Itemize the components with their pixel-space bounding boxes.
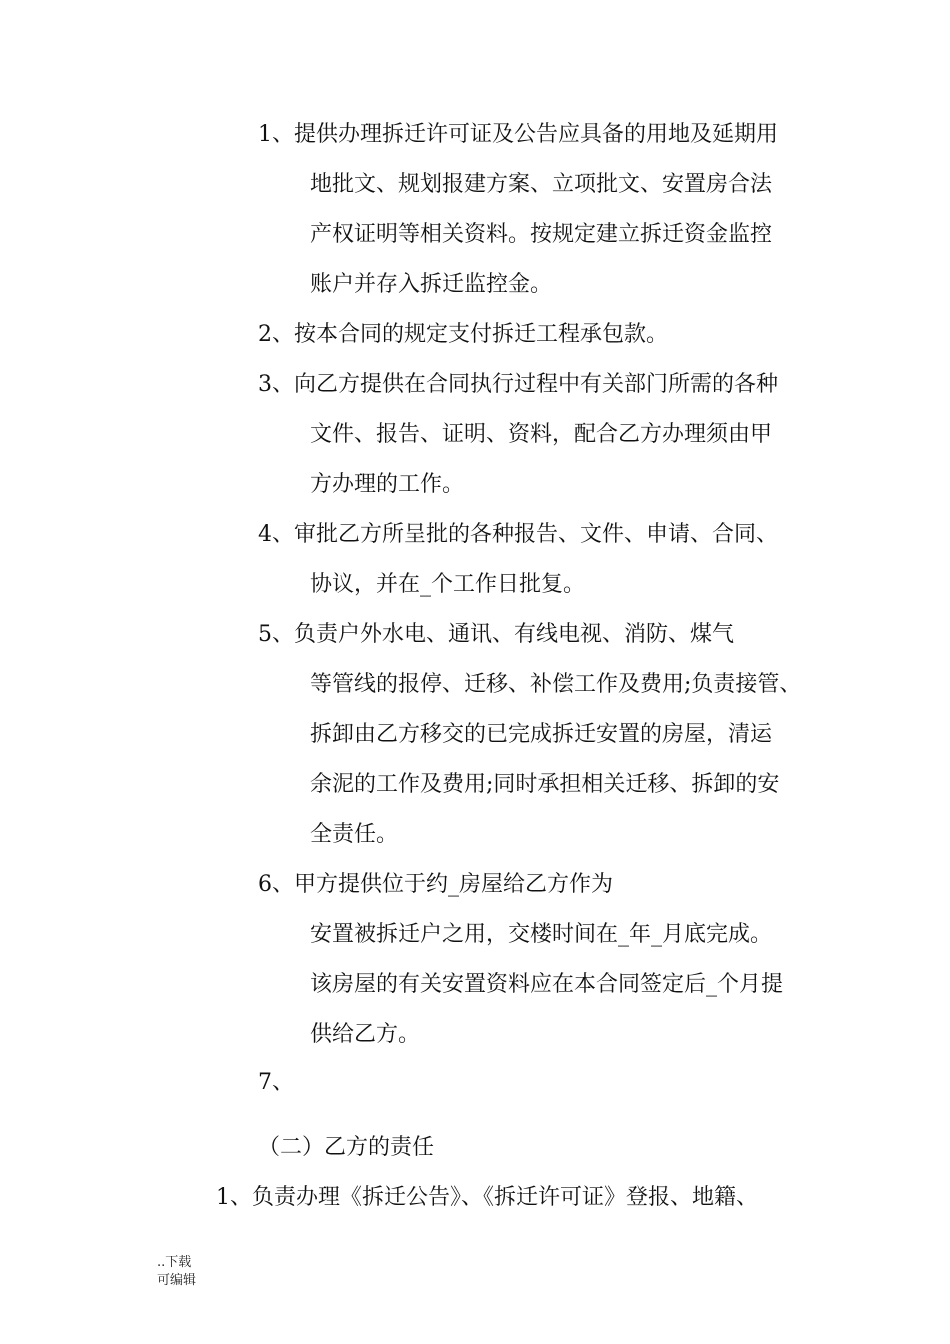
page-footer — [157, 1254, 196, 1290]
item-3-line-3: 方办理的工作。 — [310, 472, 465, 497]
item-3-line-1: 3、向乙方提供在合同执行过程中有关部门所需的各种 — [258, 372, 778, 397]
item-1-line-1: 1、提供办理拆迁许可证及公告应具备的用地及延期用 — [258, 122, 778, 147]
section-first-line: 1、负责办理《拆迁公告》、《拆迁许可证》登报、地籍、 — [216, 1185, 758, 1210]
item-5-line-4: 余泥的工作及费用;同时承担相关迁移、拆卸的安 — [310, 772, 780, 797]
item-6-line-4: 供给乙方。 — [310, 1022, 421, 1047]
item-1-line-4: 账户并存入拆迁监控金。 — [310, 272, 553, 297]
item-1-line-2: 地批文、规划报建方案、立项批文、安置房合法 — [310, 172, 773, 197]
footer-editable-text: 可编辑 — [157, 1273, 197, 1288]
item-2-line-1: 2、按本合同的规定支付拆迁工程承包款。 — [258, 322, 668, 347]
item-6-line-3: 该房屋的有关安置资料应在本合同签定后_个月提 — [310, 972, 784, 997]
item-5-line-5: 全责任。 — [310, 822, 399, 847]
item-4-line-2: 协议，并在_个工作日批复。 — [310, 572, 586, 597]
item-4-line-1: 4、审批乙方所呈批的各种报告、文件、申请、合同、 — [258, 522, 778, 547]
item-5-line-2: 等管线的报停、迁移、补偿工作及费用;负责接管、 — [310, 672, 802, 697]
item-5-line-3: 拆卸由乙方移交的已完成拆迁安置的房屋，清运 — [310, 722, 773, 747]
item-6-line-2: 安置被拆迁户之用，交楼时间在_年_月底完成。 — [310, 922, 773, 947]
section-heading: （二）乙方的责任 — [258, 1135, 435, 1160]
item-5-line-1: 5、负责户外水电、通讯、有线电视、消防、煤气 — [258, 622, 734, 647]
item-3-line-2: 文件、报告、证明、资料，配合乙方办理须由甲 — [310, 422, 773, 447]
footer-download-text: ..下载 — [157, 1255, 192, 1270]
item-1-line-3: 产权证明等相关资料。按规定建立拆迁资金监控 — [310, 222, 773, 247]
item-7-line-1: 7、 — [258, 1070, 294, 1095]
item-6-line-1: 6、甲方提供位于约_房屋给乙方作为 — [258, 872, 613, 897]
